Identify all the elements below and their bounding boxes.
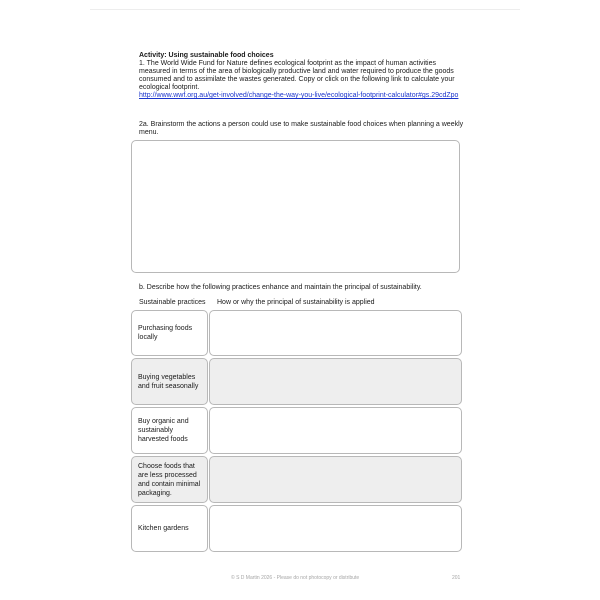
footer-page-number: 201: [452, 575, 461, 581]
answer-box-seasonal[interactable]: [209, 358, 462, 405]
activity-paragraph: 1. The World Wide Fund for Nature defines ecological footprint as the impact of human activities measured in terms of the area of biologically productive land and water required to produce the goods consumed and to assimilate the wastes generated. Copy or click on the following link to calculate your ecological footprint.: [139, 60, 455, 91]
practice-label-text: Choose foods that are less processed and contain minimal packaging.: [138, 462, 201, 497]
question-b: b. Describe how the following practices enhance and maintain the principal of sustainability.: [139, 284, 422, 291]
practice-label-kitchen-gardens: [131, 505, 208, 552]
brainstorm-answer-box[interactable]: [131, 140, 460, 273]
practice-label-text: Purchasing foods locally: [138, 325, 193, 341]
practice-label-local: [131, 310, 208, 356]
header-divider: [90, 9, 520, 10]
answer-box-local[interactable]: [209, 310, 462, 356]
question-2a: 2a. Brainstorm the actions a person could use to make sustainable food choices when planning a weekly menu.: [139, 121, 464, 136]
practice-label-organic: [131, 407, 208, 454]
practice-label-text: Buy organic and sustainably harvested foods: [138, 418, 189, 443]
answer-box-kitchen-gardens[interactable]: [209, 505, 462, 552]
activity-title: Activity: Using sustainable food choices: [139, 52, 274, 59]
footer-copyright: © S D Martin 2026 - Please do not photocopy or distribute: [231, 575, 360, 581]
activity-section: [139, 52, 469, 100]
answer-box-organic[interactable]: [209, 407, 462, 454]
column-header-practices: Sustainable practices: [139, 299, 206, 306]
column-header-how: How or why the principal of sustainability is applied: [217, 299, 375, 306]
answer-box-less-processed[interactable]: [209, 456, 462, 503]
practice-label-less-processed: [131, 456, 208, 503]
practice-label-text: Kitchen gardens: [138, 525, 189, 532]
practice-label-text: Buying vegetables and fruit seasonally: [138, 373, 199, 390]
practice-label-seasonal: [131, 358, 208, 405]
footprint-calculator-link[interactable]: http://www.wwf.org.au/get-involved/change-the-way-you-live/ecological-footprint-calculator#gs.29cdZpo: [139, 92, 459, 99]
